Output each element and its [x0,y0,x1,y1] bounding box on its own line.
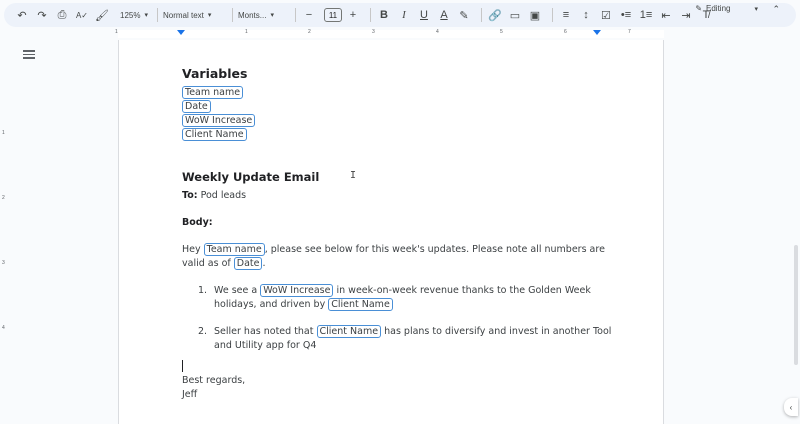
line-spacing-icon[interactable]: ↕ [583,9,589,21]
list-item [182,325,612,353]
toolbar [4,3,796,27]
style-value: Normal text [162,10,204,20]
vertical-scrollbar[interactable] [792,40,798,424]
spellcheck-icon[interactable]: A✓ [75,10,89,20]
divider [295,8,296,22]
align-icon[interactable]: ≡ [562,9,570,21]
variable-chip[interactable]: Client Name [182,128,247,141]
print-icon[interactable]: ⎙ [57,8,67,21]
image-icon[interactable]: ▣ [529,9,541,22]
ruler-label: 2 [308,29,311,35]
caret-down-icon: ▾ [207,12,212,19]
italic-icon[interactable]: I [402,9,406,21]
editing-mode-label: Editing [706,4,731,13]
variable-chip[interactable]: Team name [204,243,265,256]
body-label: Body: [182,217,213,228]
text-cursor [182,360,183,372]
decrease-font-size-icon[interactable]: − [305,9,313,21]
ruler-label: 7 [628,29,631,35]
variable-chip[interactable]: WoW Increase [260,284,333,297]
ruler-page-area [118,30,664,38]
editing-mode-dropdown[interactable] [695,4,758,13]
list-number: 1. [198,285,208,296]
mouse-ibeam-icon: I [350,170,357,181]
side-panel-toggle-icon[interactable]: ‹ [784,398,798,416]
divider [370,8,371,22]
font-value: Monts... [237,10,267,20]
signoff: Best regards, [182,375,246,386]
ruler-label: 1 [115,29,118,35]
bulleted-list-icon[interactable]: •≡ [620,9,632,21]
divider [157,8,158,22]
right-indent-marker[interactable] [593,30,601,35]
caret-down-icon: ▾ [270,12,274,19]
variable-chip[interactable]: WoW Increase [182,114,255,127]
list-text: Seller has noted that [214,326,317,337]
ruler-label: 5 [500,29,503,35]
divider [481,8,482,22]
variables-heading: Variables [182,66,248,81]
ruler-label: 1 [2,130,5,136]
numbered-list-icon[interactable]: 1≡ [639,9,653,21]
variable-chip[interactable]: Date [234,257,263,270]
variable-chip[interactable]: Client Name [317,325,382,338]
link-icon[interactable]: 🔗 [488,9,502,22]
ruler-label: 4 [2,325,5,331]
increase-font-size-icon[interactable]: + [349,9,357,21]
horizontal-ruler[interactable] [0,28,800,40]
intro-paragraph [182,243,612,271]
text-color-icon[interactable]: A [440,9,448,21]
intro-text: Hey [182,244,204,255]
document-outline-icon[interactable] [23,50,35,60]
list-text: We see a [214,285,261,296]
ruler-label: 3 [2,260,5,266]
redo-icon[interactable]: ↷ [37,9,47,22]
intro-text: , please see below for this week's updates. Please note all numbers are valid as of [182,244,605,269]
vertical-ruler [0,40,10,424]
list-item [182,284,612,312]
increase-indent-icon[interactable]: ⇥ [681,9,691,22]
variable-chip[interactable]: Team name [182,86,243,99]
document-page[interactable] [118,40,664,424]
ruler-label: 3 [372,29,375,35]
divider [232,8,233,22]
pencil-icon: ✎ [695,4,703,13]
underline-icon[interactable]: U [420,9,428,21]
to-value: Pod leads [197,190,247,201]
zoom-value: 125% [120,10,141,20]
ruler-label: 6 [564,29,567,35]
document-body[interactable] [182,66,612,402]
font-dropdown[interactable] [238,11,286,20]
paint-format-icon[interactable]: 🖌 [95,9,109,22]
caret-down-icon: ▾ [144,12,148,19]
highlight-icon[interactable]: ✎ [459,9,469,22]
list-text: has plans to diversify and invest in another Tool and Utility app for Q4 [214,326,612,351]
bold-icon[interactable]: B [380,9,388,21]
list-number: 2. [198,326,208,337]
comment-icon[interactable]: ▭ [509,9,521,22]
email-heading: Weekly Update Email [182,170,320,184]
variable-chip[interactable]: Client Name [328,298,393,311]
to-line [182,189,612,203]
ruler-label: 1 [245,29,248,35]
intro-text: . [262,258,266,269]
checklist-icon[interactable]: ☑ [601,9,611,22]
signature-name: Jeff [182,389,198,400]
variable-chip[interactable]: Date [182,100,211,113]
list-item-text [214,325,612,353]
list-text: in week-on-week revenue thanks to the Golden Week holidays, and driven by [214,285,591,310]
list-item-text [214,284,612,312]
font-size-input[interactable]: 11 [324,8,342,22]
decrease-indent-icon[interactable]: ⇤ [661,9,671,22]
ruler-label: 2 [2,195,5,201]
undo-icon[interactable]: ↶ [17,9,27,22]
divider [552,8,553,22]
zoom-dropdown[interactable] [120,11,148,20]
caret-down-icon: ▾ [754,5,758,13]
style-dropdown[interactable] [163,11,223,20]
ruler-label: 4 [436,29,439,35]
to-label: To: [182,190,198,201]
clear-formatting-icon[interactable]: T̸ [702,9,710,21]
left-indent-marker[interactable] [177,30,185,35]
chevron-up-icon[interactable]: ⌃ [772,4,780,14]
scrollbar-thumb[interactable] [794,245,798,365]
